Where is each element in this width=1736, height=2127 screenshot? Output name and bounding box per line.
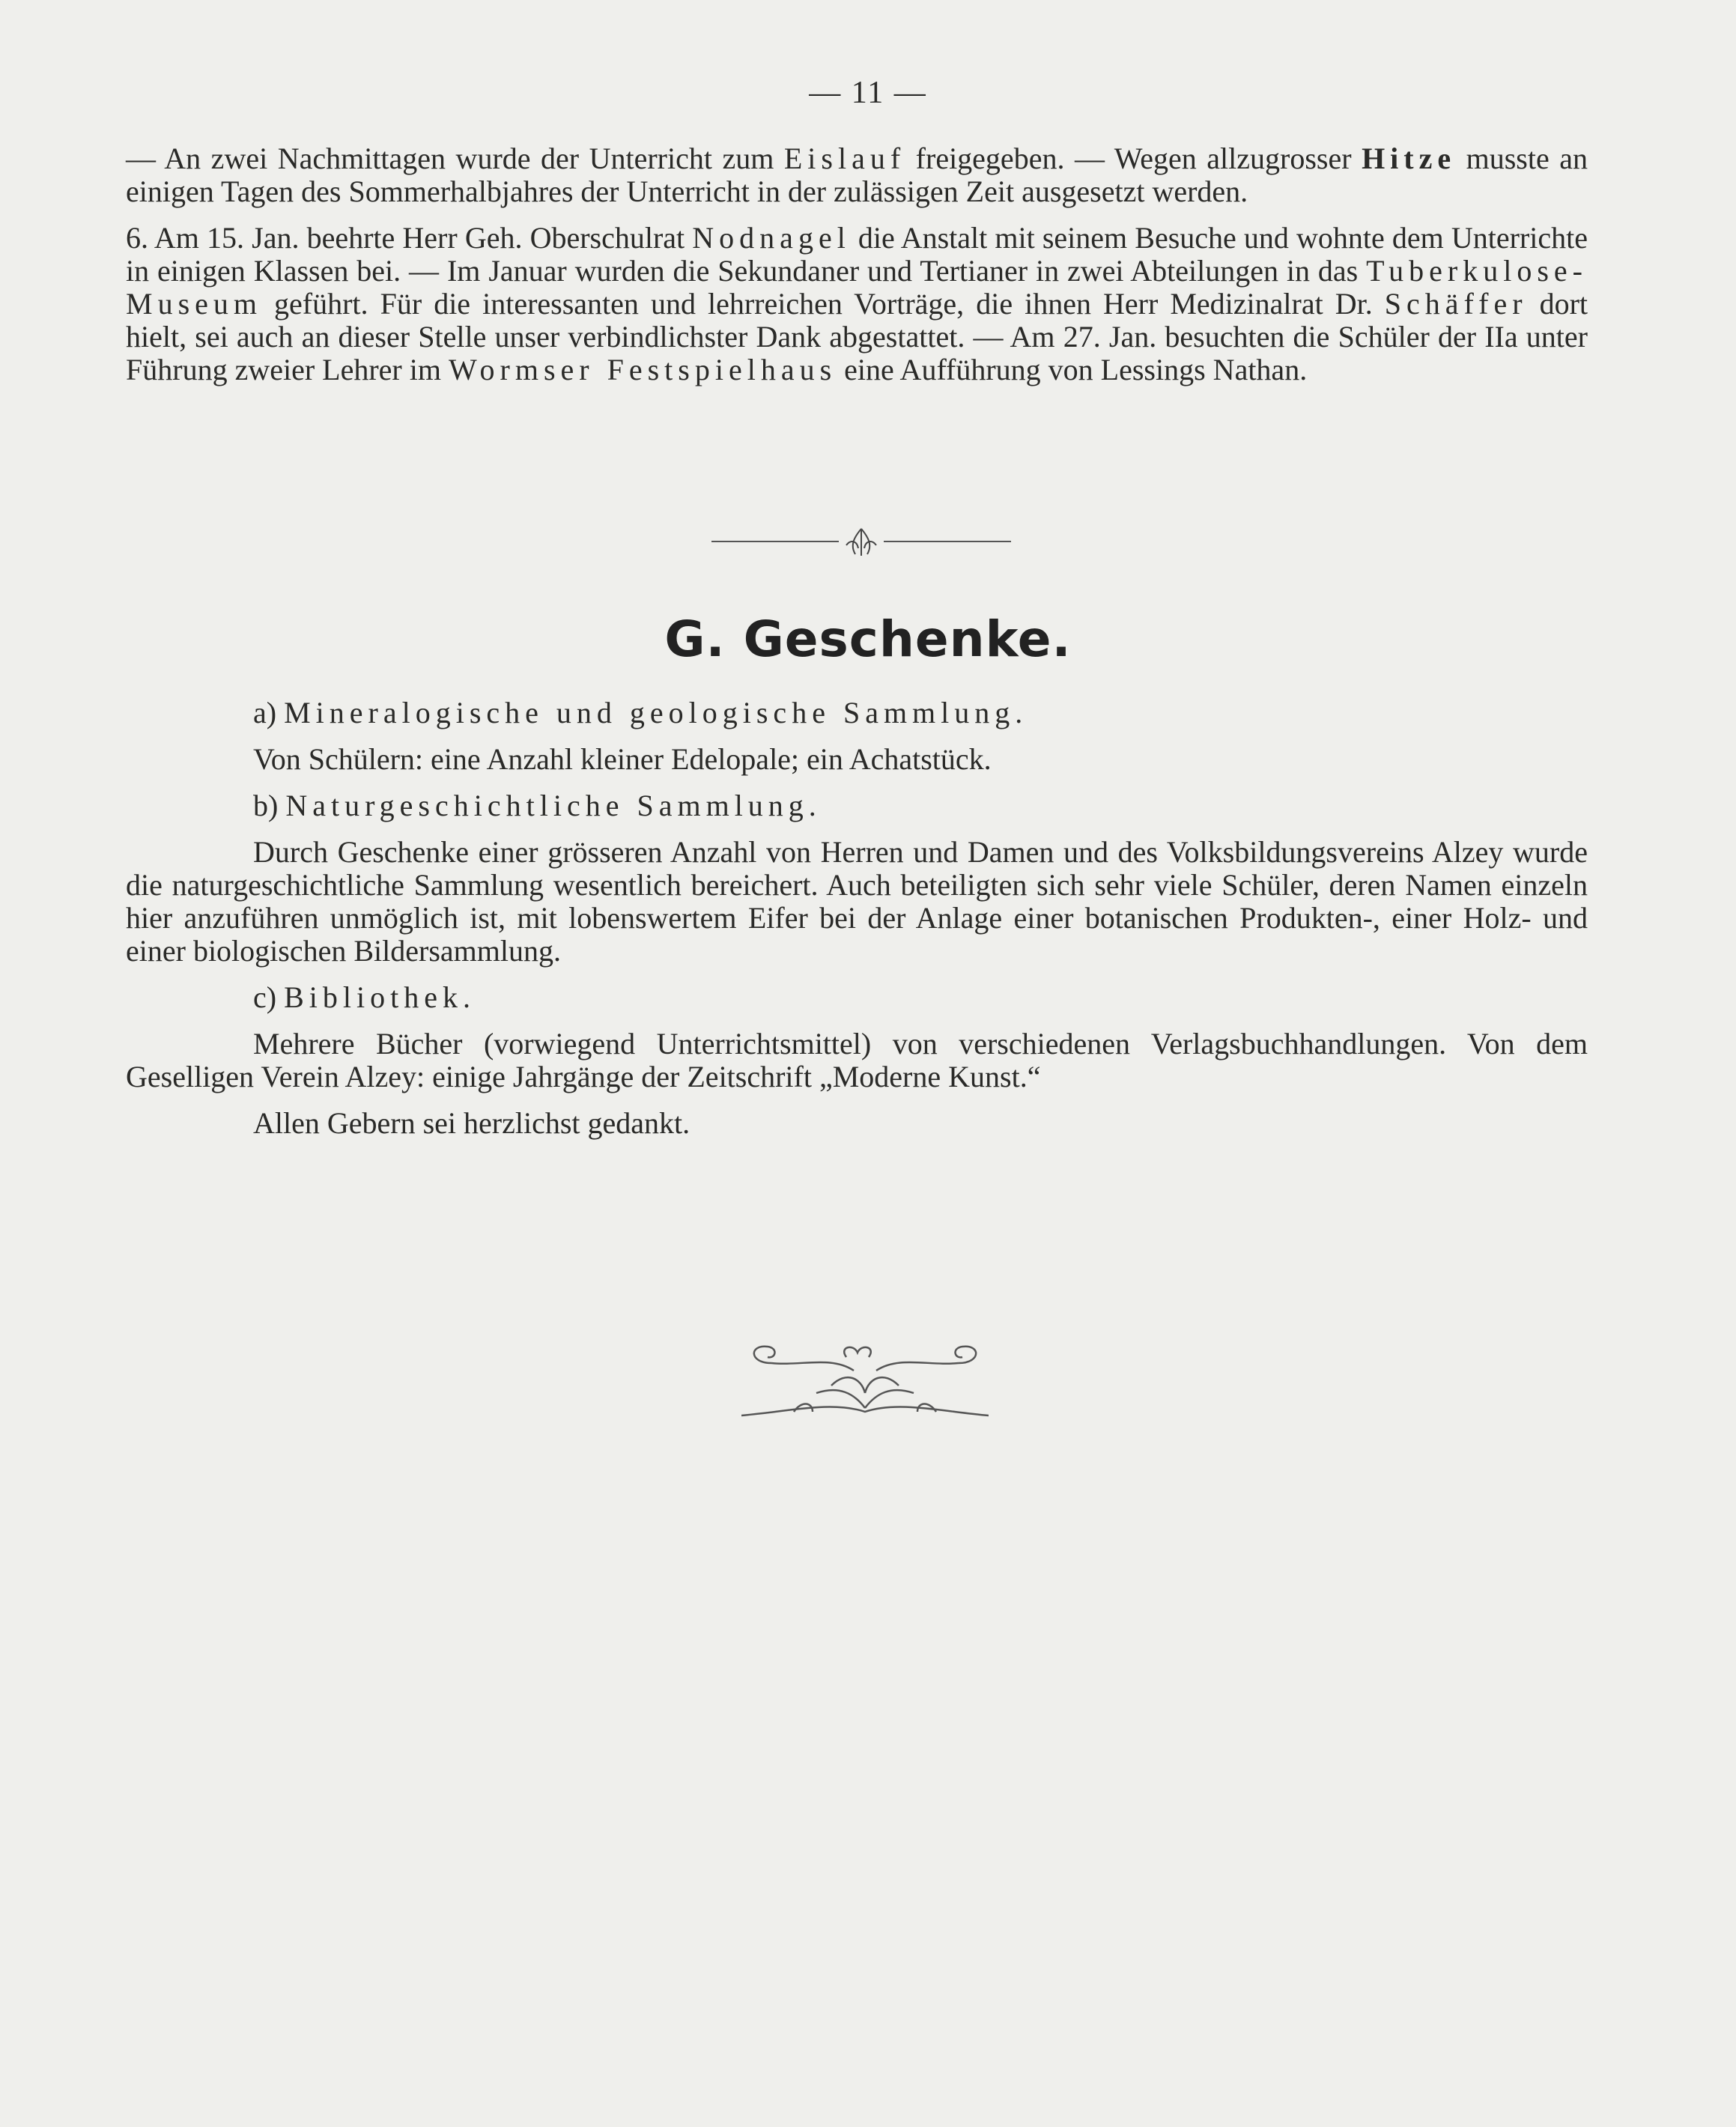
text-run: geführt. Für die interessanten und lehrreichen Vorträge, die ihnen Herr Medizinalrat Dr. (262, 287, 1385, 321)
text-run: eine Aufführung von Lessings Nathan. (837, 353, 1308, 386)
text-run: die Anstalt mit seinem Besuche und wohnte dem Unterrichte in einigen Klassen bei. — Im Januar wurden die Sekundaner und Tertianer in zwei Abteilungen in das (126, 221, 1588, 288)
spaced-text: Nodnagel (692, 221, 851, 255)
subsection-b-title (126, 789, 1588, 822)
spaced-text: Wormser Festspielhaus (448, 353, 837, 386)
spaced-text: Naturgeschichtliche Sammlung. (285, 789, 822, 822)
text-block-top (126, 142, 1588, 400)
subsection-a-body: Von Schülern: eine Anzahl kleiner Edelopale; ein Achatstück. (253, 742, 992, 776)
text-run: musste an einigen Tagen des Sommerhalbjahres der Unterricht in der zulässigen Zeit ausgesetzt werden. (126, 142, 1588, 208)
subsection-a-title (126, 697, 1588, 729)
text-run: — An zwei Nachmittagen wurde der Unterricht zum (126, 142, 784, 175)
subsection-c-title (126, 981, 1588, 1014)
text-run: b) (253, 789, 286, 822)
text-run: c) (253, 980, 285, 1014)
closing-line: Allen Gebern sei herzlichst gedankt. (253, 1106, 691, 1140)
page-number: — 11 — (809, 76, 927, 110)
section-heading: G. Geschenke. (664, 610, 1072, 668)
paragraph-visit (126, 222, 1588, 386)
text-run: 6. Am 15. Jan. beehrte Herr Geh. Oberschulrat (126, 221, 693, 255)
text-run: a) (253, 696, 285, 729)
spaced-text: Eislauf (783, 142, 906, 175)
paragraph-skating (126, 142, 1588, 208)
end-ornament (741, 1341, 989, 1430)
text-run: freigegeben. — Wegen allzugrosser (905, 142, 1362, 175)
spaced-text: Mineralogische und geologische Sammlung. (284, 696, 1028, 729)
subsection-c-body: Mehrere Bücher (vorwiegend Unterrichtsmittel) von verschiedenen Verlagsbuchhandlungen. Von dem Geselligen Verein Alzey: einige Jahrgänge der Zeitschrift „Moderne Kunst.“ (126, 1027, 1588, 1093)
text-block-gifts (126, 697, 1588, 1153)
spaced-text: Hitze (1362, 142, 1457, 175)
subsection-b-body: Durch Geschenke einer grösseren Anzahl von Herren und Damen und des Volksbildungsvereins Alzey wurde die naturgeschichtliche Sammlung wesentlich bereichert. Auch beteiligten sich sehr viele Schüler, deren Namen einzeln hier anzuführen unmöglich ist, mit lobenswertem Eifer bei der Anlage einer botanischen Produkten-, einer Holz- und einer biologischen Bildersammlung. (126, 835, 1588, 968)
spaced-text: Schäffer (1384, 287, 1528, 321)
text-run: dort hielt, sei auch an dieser Stelle unser verbindlichster Dank abgestattet. — Am 27. Jan. besuchten die Schüler der IIa unter Führung zweier Lehrer im (126, 287, 1588, 386)
divider-ornament (711, 523, 1011, 560)
spaced-text: Bibliothek. (284, 980, 476, 1014)
spaced-text: Tuberkulose-Museum (126, 254, 1588, 321)
